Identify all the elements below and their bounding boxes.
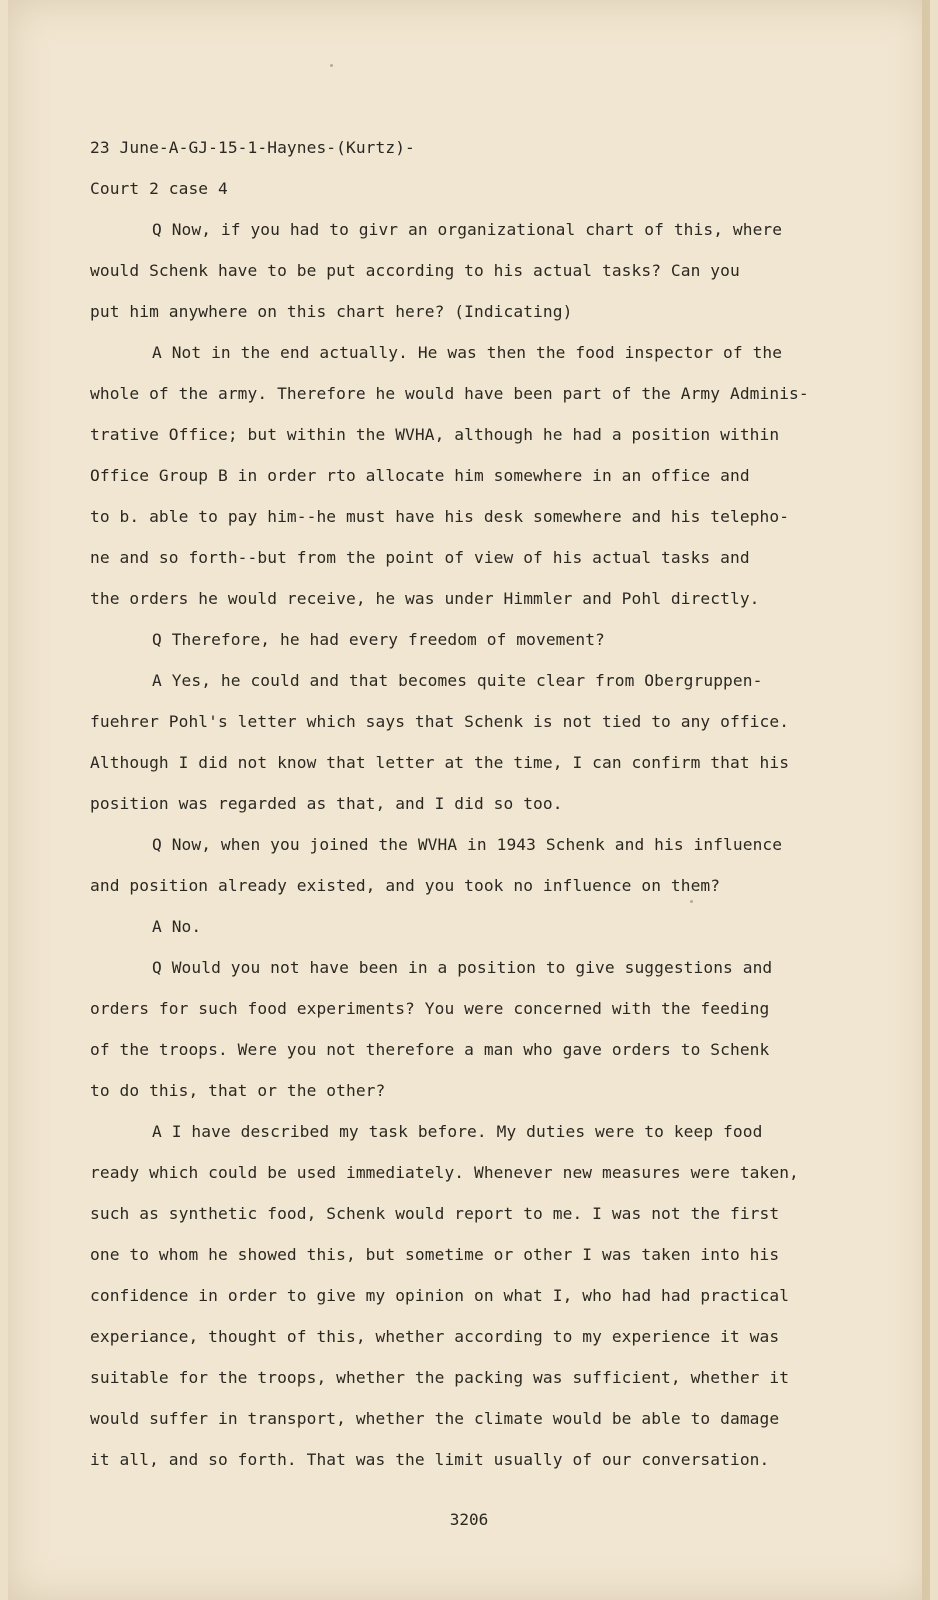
text-line: one to whom he showed this, but sometime or other I was taken into his — [90, 1245, 780, 1264]
paragraph — [90, 824, 850, 906]
text-line: Q Now, if you had to givr an organizational chart of this, where — [152, 220, 783, 239]
text-line: the orders he would receive, he was under Himmler and Pohl directly. — [90, 589, 760, 608]
text-line: experiance, thought of this, whether according to my experience it was — [90, 1327, 780, 1346]
text-line: Office Group B in order rto allocate him somewhere in an office and — [90, 466, 750, 485]
text-line: it all, and so forth. That was the limit usually of our conversation. — [90, 1450, 770, 1469]
text-line: confidence in order to give my opinion on what I, who had had practical — [90, 1286, 790, 1305]
page-edge — [922, 0, 930, 1600]
document-header: 23 June-A-GJ-15-1-Haynes-(Kurtz)- — [90, 138, 415, 157]
text-line: put him anywhere on this chart here? (Indicating) — [90, 302, 573, 321]
text-line: A Yes, he could and that becomes quite clear from Obergruppen- — [152, 671, 763, 690]
paragraph — [90, 209, 850, 332]
text-line: fuehrer Pohl's letter which says that Schenk is not tied to any office. — [90, 712, 790, 731]
paragraph — [90, 619, 850, 660]
text-line: would suffer in transport, whether the climate would be able to damage — [90, 1409, 780, 1428]
text-line: Q Therefore, he had every freedom of movement? — [152, 630, 605, 649]
text-line: trative Office; but within the WVHA, although he had a position within — [90, 425, 780, 444]
paper-speck — [330, 64, 333, 67]
paragraph — [90, 332, 850, 619]
text-line: A No. — [152, 917, 202, 936]
text-line: whole of the army. Therefore he would have been part of the Army Adminis- — [90, 384, 809, 403]
text-line: Q Now, when you joined the WVHA in 1943 Schenk and his influence — [152, 835, 783, 854]
paragraph — [90, 1111, 850, 1480]
text-line: such as synthetic food, Schenk would report to me. I was not the first — [90, 1204, 780, 1223]
text-line: A I have described my task before. My duties were to keep food — [152, 1122, 763, 1141]
court-line: Court 2 case 4 — [90, 179, 228, 198]
text-line: to b. able to pay him--he must have his desk somewhere and his telepho- — [90, 507, 790, 526]
text-line: Q Would you not have been in a position to give suggestions and — [152, 958, 773, 977]
text-line: of the troops. Were you not therefore a man who gave orders to Schenk — [90, 1040, 770, 1059]
text-line: orders for such food experiments? You were concerned with the feeding — [90, 999, 770, 1018]
text-line: would Schenk have to be put according to his actual tasks? Can you — [90, 261, 740, 280]
text-line: to do this, that or the other? — [90, 1081, 386, 1100]
paragraph — [90, 660, 850, 824]
page-number: 3206 — [449, 1510, 489, 1529]
text-line: A Not in the end actually. He was then the food inspector of the — [152, 343, 783, 362]
text-line: ne and so forth--but from the point of view of his actual tasks and — [90, 548, 750, 567]
text-line: and position already existed, and you took no influence on them? — [90, 876, 721, 895]
text-line: Although I did not know that letter at the time, I can confirm that his — [90, 753, 790, 772]
paragraph — [90, 947, 850, 1111]
transcript-body — [90, 127, 850, 1480]
text-line: position was regarded as that, and I did so too. — [90, 794, 563, 813]
text-line: ready which could be used immediately. Whenever new measures were taken, — [90, 1163, 799, 1182]
paragraph — [90, 906, 850, 947]
text-line: suitable for the troops, whether the packing was sufficient, whether it — [90, 1368, 790, 1387]
